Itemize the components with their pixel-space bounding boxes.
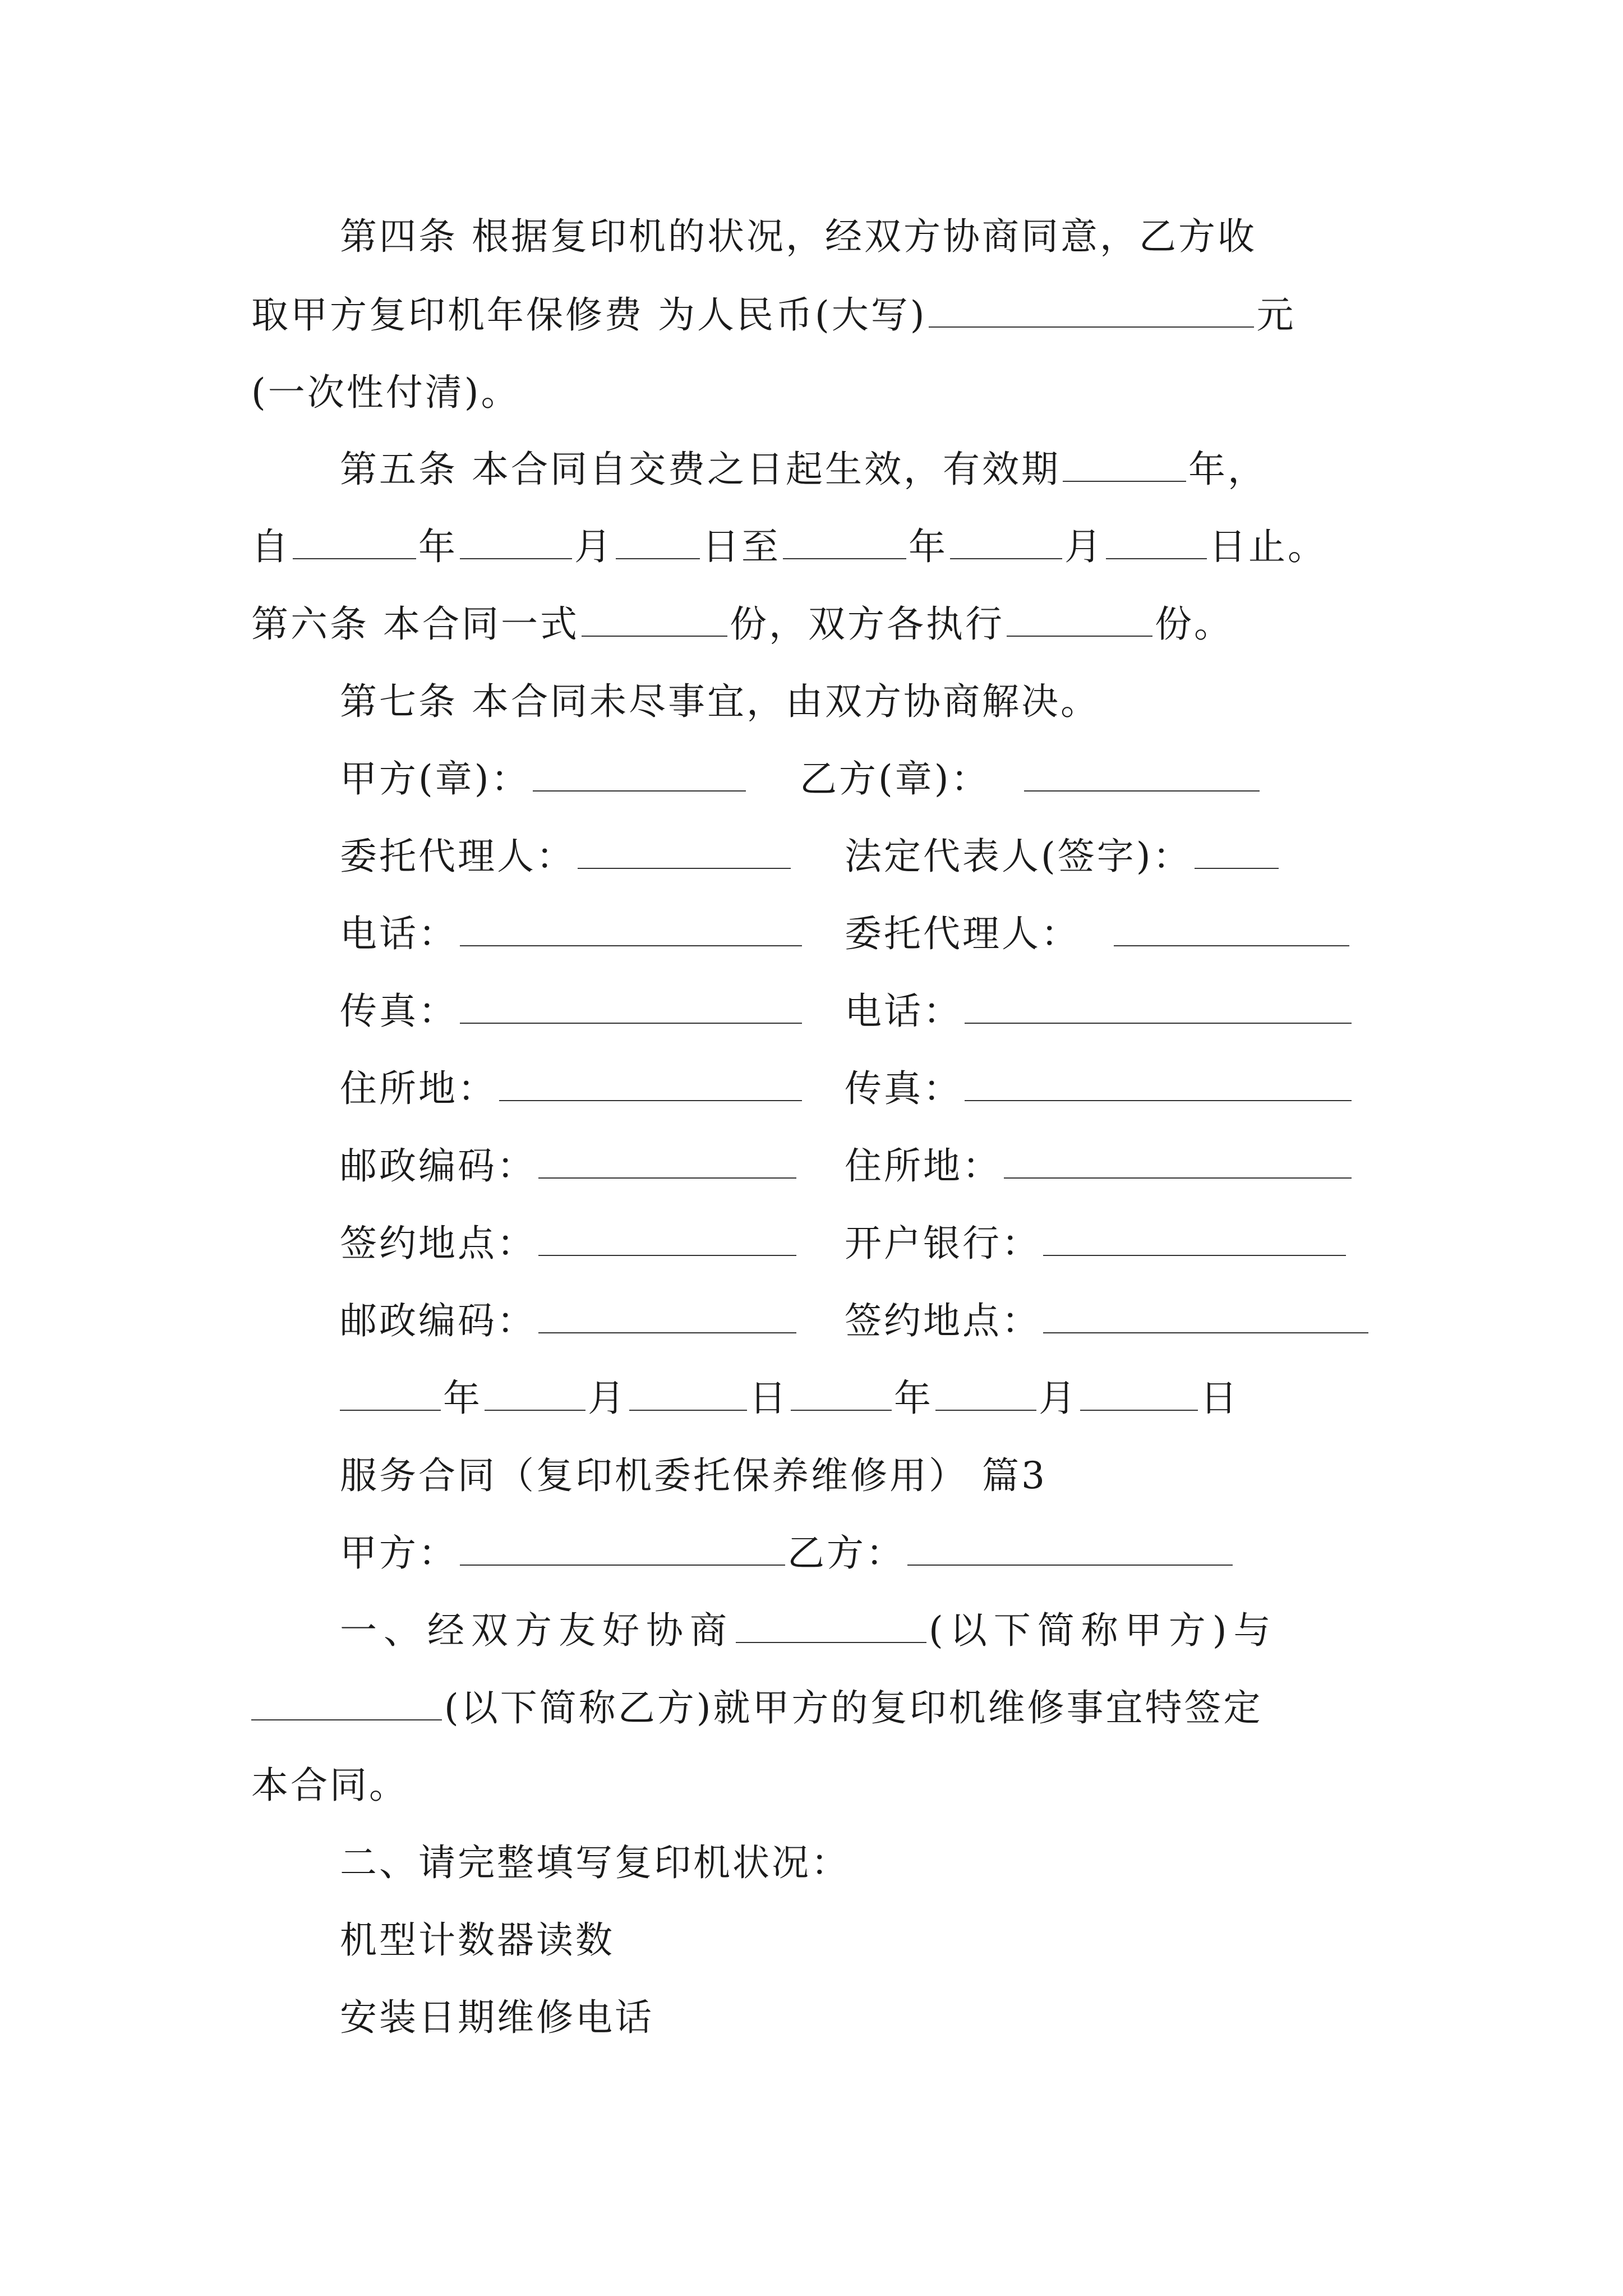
article7-line: 第七条 本合同未尽事宜，由双方协商解决。 — [340, 680, 1100, 723]
article4-line2: 取甲方复印机年保修费 为人民币(大写) 元 — [251, 293, 1296, 337]
clause1-line2: (以下简称乙方)就甲方的复印机维修事宜特签定 — [251, 1686, 1263, 1731]
article4-line3: (一次性付清)。 — [251, 371, 520, 414]
date-month-1-blank[interactable] — [485, 1376, 585, 1411]
party-a-name-blank[interactable] — [460, 1531, 785, 1566]
party-b-name-blank[interactable] — [907, 1531, 1233, 1566]
party-a-fill-blank[interactable] — [736, 1608, 926, 1643]
left-postcode-blank[interactable] — [538, 1144, 796, 1179]
validity-blank[interactable] — [1063, 447, 1186, 482]
party-b-fill-blank[interactable] — [251, 1686, 442, 1720]
left-fax-blank[interactable] — [460, 989, 802, 1024]
sig-left-address: 住所地： — [340, 1066, 804, 1111]
article6-line: 第六条 本合同一式 份，双方各执行 份。 — [251, 602, 1233, 646]
section3-parties: 甲方： 乙方： — [340, 1531, 1235, 1576]
party-b-seal-blank[interactable] — [1024, 757, 1260, 792]
left-address-blank[interactable] — [499, 1066, 802, 1101]
section3-title: 服务合同（复印机委托保养维修用） 篇3 — [340, 1454, 1047, 1497]
end-year-blank[interactable] — [783, 524, 906, 559]
start-day-blank[interactable] — [616, 524, 700, 559]
date-day-2-blank[interactable] — [1080, 1376, 1198, 1411]
article4-line1: 第四条 根据复印机的状况，经双方协商同意，乙方收 — [340, 215, 1257, 258]
right-bank-blank[interactable] — [1043, 1221, 1346, 1256]
sig-left-postcode-2: 邮政编码： — [340, 1299, 799, 1343]
sig-right-fax: 传真： — [845, 1066, 1354, 1111]
sig-right-sign-place: 签约地点： — [845, 1299, 1371, 1343]
sig-left-phone: 电话： — [340, 912, 804, 956]
sig-right-bank: 开户银行： — [845, 1221, 1348, 1266]
date-month-2-blank[interactable] — [935, 1376, 1036, 1411]
date-year-1-blank[interactable] — [340, 1376, 441, 1411]
right-address-blank[interactable] — [1004, 1144, 1352, 1179]
date-year-2-blank[interactable] — [791, 1376, 892, 1411]
fee-blank[interactable] — [929, 293, 1254, 328]
sig-left-agent: 委托代理人： — [340, 834, 793, 879]
machine-counter-line: 机型计数器读数 — [340, 1918, 615, 1962]
sig-right-address: 住所地： — [845, 1144, 1354, 1189]
party-a-seal-blank[interactable] — [533, 757, 746, 792]
sig-left-fax: 传真： — [340, 989, 804, 1034]
date-day-1-blank[interactable] — [629, 1376, 747, 1411]
sig-right-agent: 委托代理人： — [845, 912, 1352, 956]
sig-left-sign-place: 签约地点： — [340, 1221, 799, 1266]
article5-line1: 第五条 本合同自交费之日起生效，有效期 年， — [340, 448, 1267, 491]
each-copies-blank[interactable] — [1007, 602, 1152, 637]
left-agent-blank[interactable] — [578, 834, 791, 869]
sig-party-a-seal: 甲方(章)： — [340, 757, 748, 802]
left-sign-place-blank[interactable] — [538, 1221, 796, 1256]
clause2-line: 二、请完整填写复印机状况： — [340, 1841, 850, 1884]
right-phone-blank[interactable] — [965, 989, 1352, 1024]
start-month-blank[interactable] — [460, 524, 572, 559]
copies-blank[interactable] — [582, 602, 727, 637]
right-sign-place-blank[interactable] — [1043, 1299, 1368, 1333]
article5-line2: 自 年 月 日至 年 月 日止。 — [251, 525, 1327, 568]
install-date-line: 安装日期维修电话 — [340, 1996, 654, 2039]
clause1-line3: 本合同。 — [251, 1764, 408, 1807]
sig-left-postcode: 邮政编码： — [340, 1144, 799, 1189]
sig-right-legal-rep: 法定代表人(签字)： — [845, 834, 1281, 879]
clause1-line1: 一、经双方友好协商 (以下简称甲方)与 — [340, 1609, 1278, 1652]
date-line: 年 月 日 年 月 日 — [340, 1376, 1239, 1421]
right-agent-blank[interactable] — [1114, 912, 1349, 946]
end-day-blank[interactable] — [1106, 524, 1207, 559]
sig-right-phone: 电话： — [845, 989, 1354, 1034]
end-month-blank[interactable] — [950, 524, 1062, 559]
sig-party-b-seal: 乙方(章)： — [800, 757, 1262, 802]
right-fax-blank[interactable] — [965, 1066, 1352, 1101]
left-phone-blank[interactable] — [460, 912, 802, 946]
legal-rep-blank[interactable] — [1195, 834, 1279, 869]
start-year-blank[interactable] — [293, 524, 416, 559]
left-postcode-2-blank[interactable] — [538, 1299, 796, 1333]
